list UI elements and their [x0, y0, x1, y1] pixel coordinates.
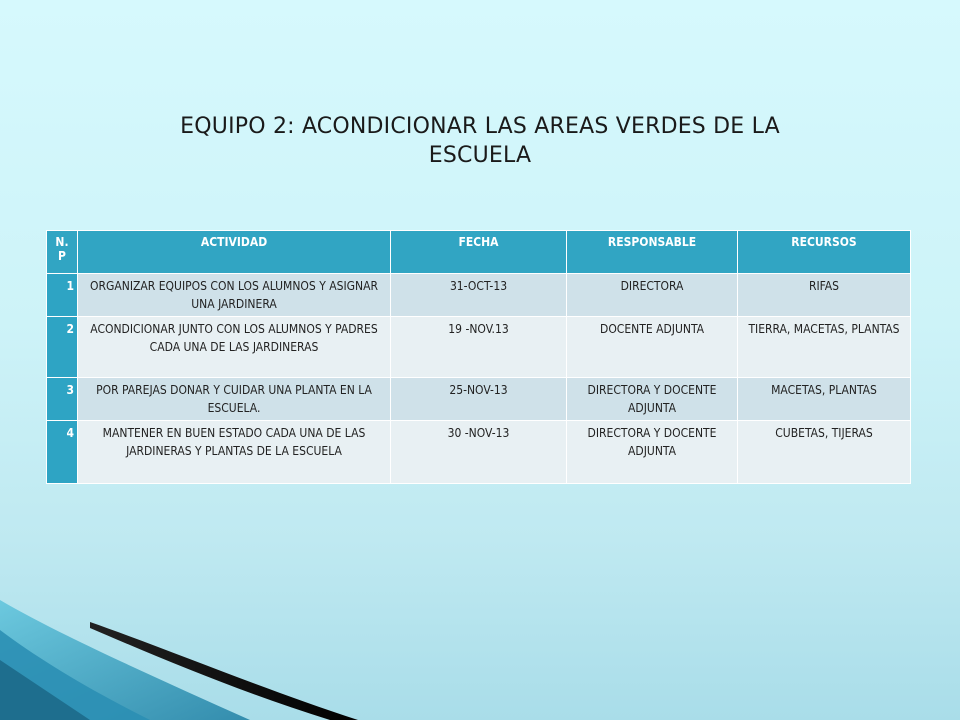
- cell-np: 4: [47, 421, 78, 484]
- cell-np: 2: [47, 317, 78, 378]
- table-header-row: [47, 231, 911, 274]
- table-row: [47, 378, 911, 421]
- header-actividad: ACTIVIDAD: [78, 231, 391, 274]
- activity-table: [46, 230, 911, 484]
- cell-recursos: CUBETAS, TIJERAS: [738, 421, 911, 484]
- cell-responsable: DOCENTE ADJUNTA: [567, 317, 738, 378]
- cell-actividad: ACONDICIONAR JUNTO CON LOS ALUMNOS Y PADRES CADA UNA DE LAS JARDINERAS: [78, 317, 391, 378]
- cell-np: 3: [47, 378, 78, 421]
- table-row: [47, 421, 911, 484]
- cell-recursos: TIERRA, MACETAS, PLANTAS: [738, 317, 911, 378]
- cell-responsable: DIRECTORA Y DOCENTE ADJUNTA: [567, 378, 738, 421]
- cell-fecha: 19 -NOV.13: [391, 317, 567, 378]
- table-row: [47, 317, 911, 378]
- cell-np: 1: [47, 274, 78, 317]
- cell-fecha: 31-OCT-13: [391, 274, 567, 317]
- cell-fecha: 30 -NOV-13: [391, 421, 567, 484]
- header-responsable: RESPONSABLE: [567, 231, 738, 274]
- table-row: [47, 274, 911, 317]
- cell-actividad: MANTENER EN BUEN ESTADO CADA UNA DE LAS JARDINERAS Y PLANTAS DE LA ESCUELA: [78, 421, 391, 484]
- cell-responsable: DIRECTORA: [567, 274, 738, 317]
- header-np: N. P: [47, 231, 78, 274]
- header-fecha: FECHA: [391, 231, 567, 274]
- cell-fecha: 25-NOV-13: [391, 378, 567, 421]
- cell-actividad: POR PAREJAS DONAR Y CUIDAR UNA PLANTA EN LA ESCUELA.: [78, 378, 391, 421]
- cell-recursos: MACETAS, PLANTAS: [738, 378, 911, 421]
- corner-swoosh-decoration: [0, 580, 360, 720]
- cell-actividad: ORGANIZAR EQUIPOS CON LOS ALUMNOS Y ASIGNAR UNA JARDINERA: [78, 274, 391, 317]
- slide-title: EQUIPO 2: ACONDICIONAR LAS AREAS VERDES DE LA ESCUELA: [180, 114, 780, 168]
- header-recursos: RECURSOS: [738, 231, 911, 274]
- cell-recursos: RIFAS: [738, 274, 911, 317]
- cell-responsable: DIRECTORA Y DOCENTE ADJUNTA: [567, 421, 738, 484]
